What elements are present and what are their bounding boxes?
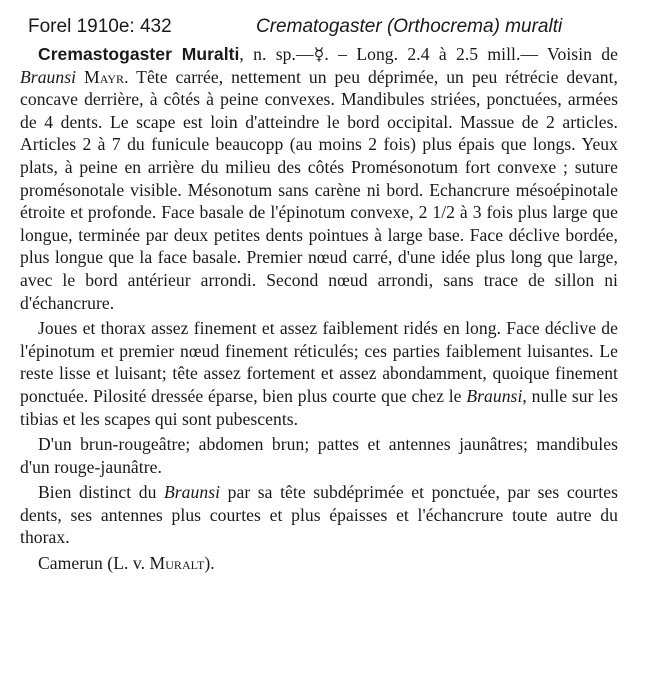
author-name: Mayr — [84, 66, 125, 87]
paragraph-diagnosis: Bien distinct du Braunsi par sa tête subdéprimée et ponctuée, par ses courtes dents, ses antennes plus courtes et plus épaisses et l'échancrure toute autre du thorax. — [20, 482, 619, 548]
paragraph-locality: Camerun (L. v. Muralt). — [38, 553, 215, 574]
paragraph-sculpture: Joues et thorax assez finement et assez faiblement ridés en long. Face déclive de l'épinotum et premier nœud finement réticulés; ces parties faiblement luisantes. Le reste lisse et luisant; tête assez fortement et assez abondamment, quoique finement ponctuée. Pilosité dressée éparse, bien plus courte que chez le Braunsi, nulle sur les tibias et les scapes qui sont pubescents. — [20, 318, 618, 429]
species-name: Cremastogaster Muralti — [38, 44, 240, 64]
citation-reference: Forel 1910e: 432 — [28, 16, 172, 37]
species-description — [20, 43, 618, 575]
page-header — [20, 14, 636, 40]
compared-species: Braunsi — [20, 66, 77, 87]
status-and-size: , n. sp.—☿. – Long. 2.4 à 2.5 mill.— Voisin de — [239, 44, 618, 64]
paragraph-coloration: D'un brun-rougeâtre; abdomen brun; pattes et antennes jaunâtres; mandibules d'un rouge-jaunâtre. — [20, 434, 618, 477]
collector-name: Muralt — [149, 553, 205, 574]
compared-species: Braunsi — [163, 482, 221, 503]
taxon-name: Crematogaster (Orthocrema) muralti — [256, 16, 563, 37]
morphology-text: . Tête carrée, nettement un peu déprimée, un peu rétrécie devant, concave derrière, à côtés à peine convexes. Mandibules striées, ponctuées, armées de 4 dents. Le scape est loin d'atteindre le bord occipital. Massue de 2 articles. Articles 2 à 7 du funicule beaucopp (au moins 2 fois) plus épais que longs. Yeux plats, à peine en arrière du milieu des côtés Promésonotum fort convexe ; suture promésonotale visible. Mésonotum sans carène ni bord. Echancrure mésoépinotale étroite et profonde. Face basale de l'épinotum convexe, 2 1/2 à 3 fois plus large que longue, terminée par deux petites dents pointues à large base. Face déclive bordée, plus longue que la face basale. Premier nœud carré, d'une idée plus long que large, avec le bord antérieur arrondi. Second nœud arrondi, sans trace de sillon ni d'échancrure. — [20, 66, 618, 313]
paragraph-morphology — [20, 43, 618, 314]
compared-species: Braunsi — [466, 385, 523, 406]
